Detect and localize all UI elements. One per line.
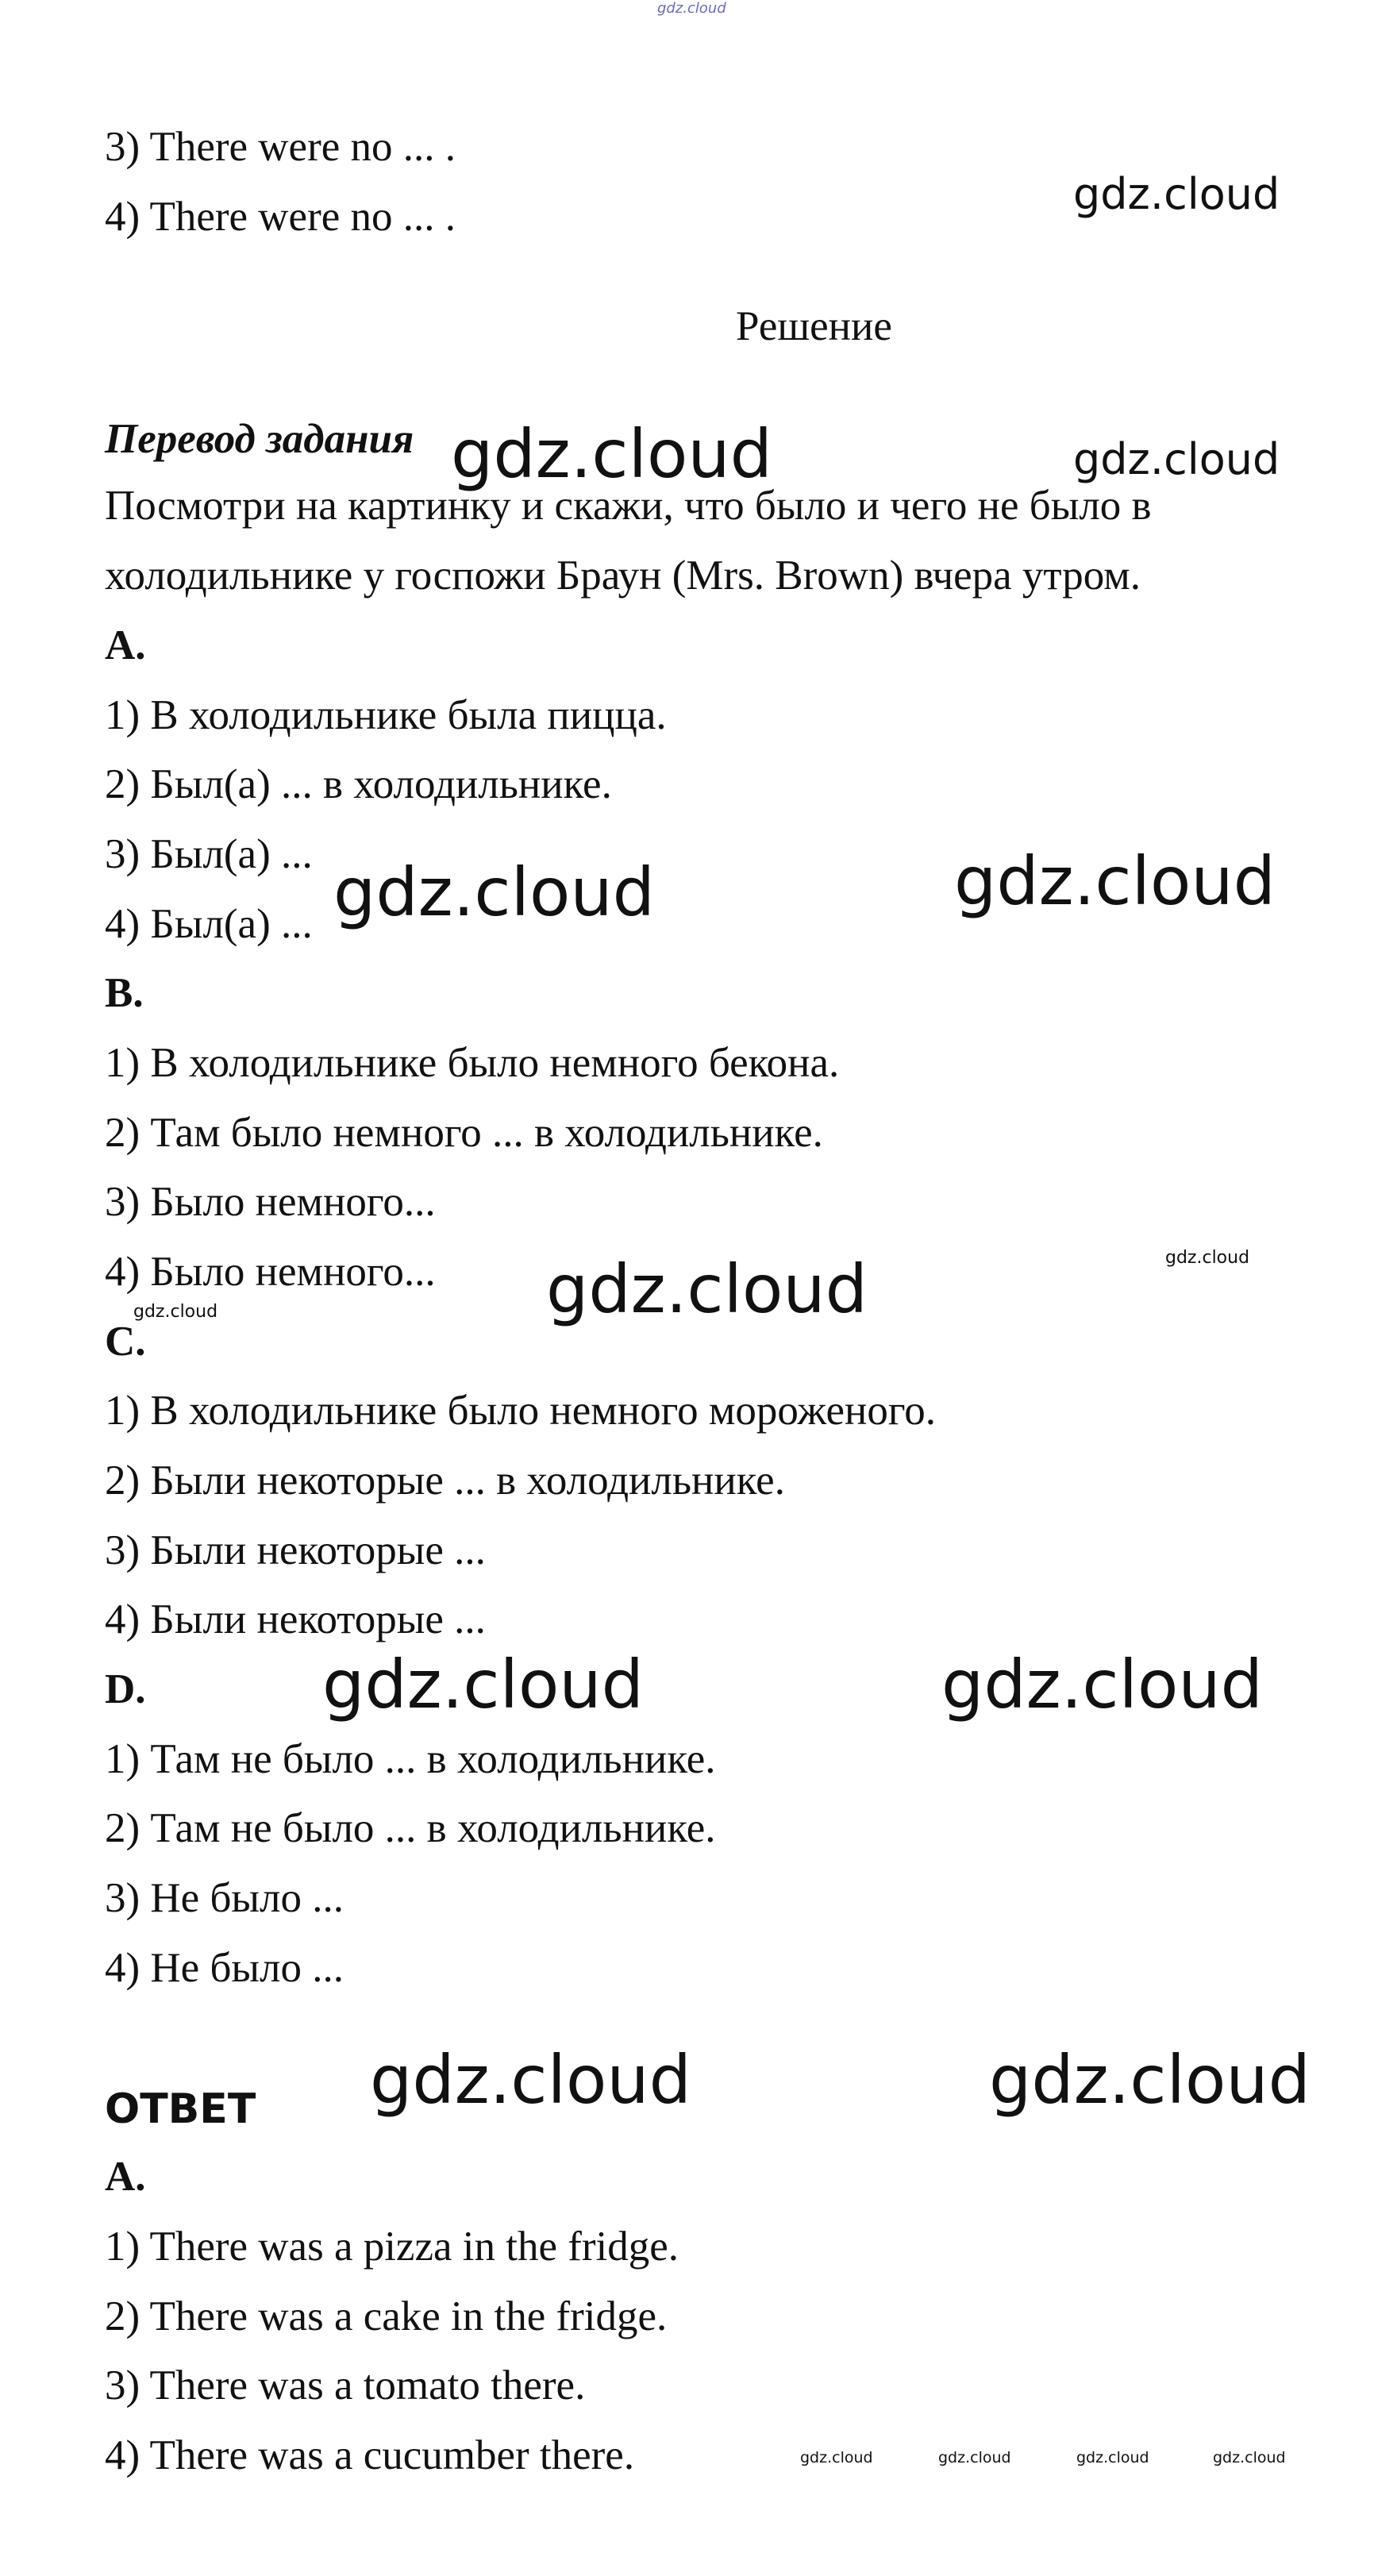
solution-heading: Решение bbox=[736, 303, 892, 349]
section-b-item: 3) Было немного... bbox=[105, 1179, 436, 1225]
answer-item: 3) There was a tomato there. bbox=[105, 2362, 586, 2409]
section-c-item: 2) Были некоторые ... в холодильнике. bbox=[105, 1457, 785, 1504]
translation-intro-line1: Посмотри на картинку и скажи, что было и чего не было в bbox=[105, 483, 1152, 529]
watermark: gdz.cloud bbox=[322, 1646, 644, 1723]
answer-a-label: A. bbox=[105, 2154, 146, 2200]
watermark: gdz.cloud bbox=[133, 1302, 218, 1322]
section-a-item: 3) Был(а) ... bbox=[105, 831, 313, 877]
section-d-item: 1) Там не было ... в холодильнике. bbox=[105, 1736, 716, 1782]
section-a-label: A. bbox=[105, 622, 146, 668]
watermark: gdz.cloud bbox=[800, 2449, 873, 2466]
translation-intro-line2: холодильнике у госпожи Браун (Mrs. Brown) вчера утром. bbox=[105, 553, 1141, 599]
section-b-item: 1) В холодильнике было немного бекона. bbox=[105, 1040, 840, 1086]
watermark: gdz.cloud bbox=[451, 415, 772, 493]
watermark: gdz.cloud bbox=[370, 2041, 691, 2119]
watermark: gdz.cloud bbox=[546, 1250, 868, 1328]
section-d-item: 4) Не было ... bbox=[105, 1945, 344, 1991]
watermark: gdz.cloud bbox=[1073, 434, 1280, 484]
top-line-3: 3) There were no ... . bbox=[105, 124, 456, 170]
answer-item: 1) There was a pizza in the fridge. bbox=[105, 2224, 679, 2270]
watermark: gdz.cloud bbox=[1213, 2449, 1286, 2466]
answer-item: 2) There was a cake in the fridge. bbox=[105, 2293, 668, 2339]
section-b-item: 2) Там было немного ... в холодильнике. bbox=[105, 1110, 823, 1156]
watermark: gdz.cloud bbox=[1076, 2449, 1149, 2466]
watermark: gdz.cloud bbox=[1165, 1248, 1250, 1268]
section-b-item: 4) Было немного... bbox=[105, 1249, 436, 1295]
answer-heading: ОТВЕТ bbox=[105, 2085, 256, 2133]
section-a-item: 4) Был(а) ... bbox=[105, 901, 313, 947]
watermark: gdz.cloud bbox=[941, 1646, 1263, 1723]
top-line-4: 4) There were no ... . bbox=[105, 194, 456, 240]
watermark: gdz.cloud bbox=[954, 842, 1276, 920]
watermark: gdz.cloud bbox=[333, 853, 655, 931]
section-d-item: 2) Там не было ... в холодильнике. bbox=[105, 1805, 716, 1851]
answer-item: 4) There was a cucumber there. bbox=[105, 2432, 635, 2478]
section-c-item: 4) Были некоторые ... bbox=[105, 1596, 486, 1642]
watermark: gdz.cloud bbox=[989, 2041, 1310, 2119]
section-c-item: 1) В холодильнике было немного мороженого. bbox=[105, 1388, 937, 1434]
watermark: gdz.cloud bbox=[938, 2449, 1011, 2466]
section-b-label: B. bbox=[105, 970, 144, 1016]
section-a-item: 2) Был(а) ... в холодильнике. bbox=[105, 761, 612, 807]
watermark-top: gdz.cloud bbox=[657, 0, 726, 17]
section-c-item: 3) Были некоторые ... bbox=[105, 1527, 486, 1573]
section-d-label: D. bbox=[105, 1666, 146, 1712]
translation-title: Перевод задания bbox=[105, 416, 414, 462]
section-c-label: C. bbox=[105, 1319, 146, 1365]
section-a-item: 1) В холодильнике была пицца. bbox=[105, 692, 667, 738]
section-d-item: 3) Не было ... bbox=[105, 1875, 344, 1921]
watermark: gdz.cloud bbox=[1073, 169, 1280, 219]
